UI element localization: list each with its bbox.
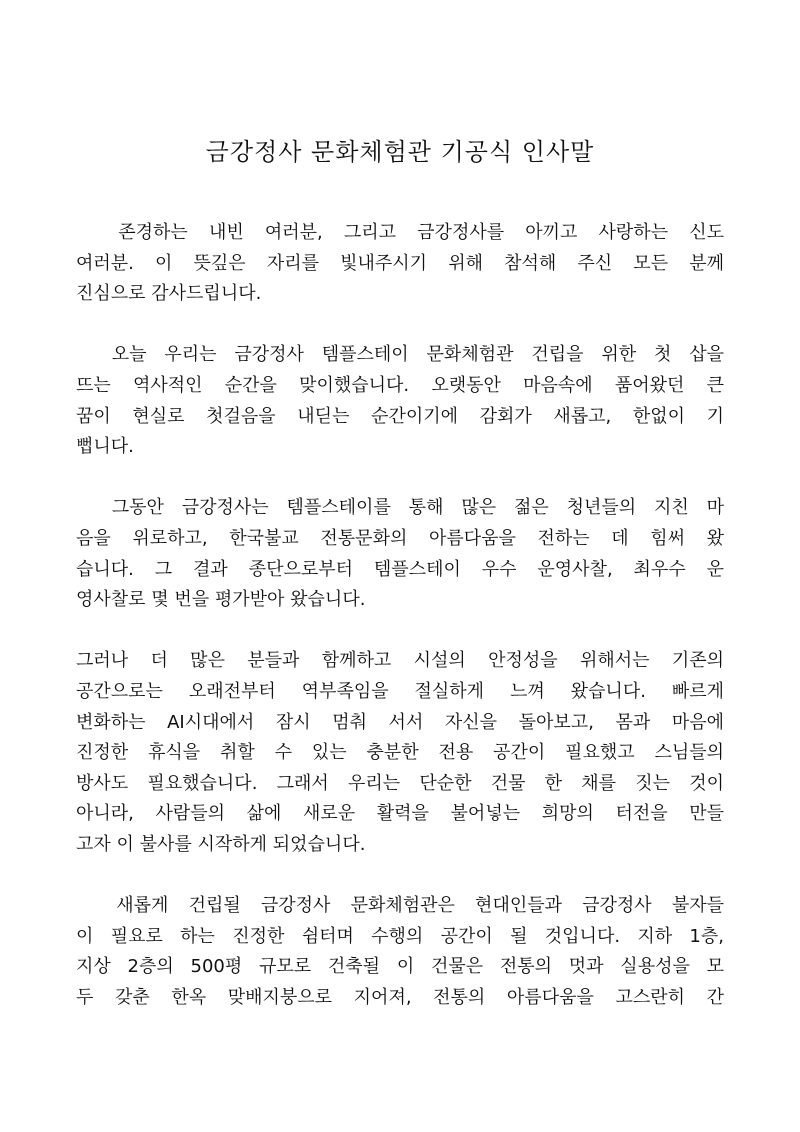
text-line: 진정한 휴식을 취할 수 있는 충분한 전용 공간이 필요했고 스님들의 [76, 742, 724, 764]
text-line: 그러나 더 많은 분들과 함께하고 시설의 안정성을 위해서는 기존의 [76, 650, 724, 672]
paragraph [76, 646, 724, 860]
document-title: 금강정사 문화체험관 기공식 인사말 [205, 138, 595, 166]
text-line: 두 갖춘 한옥 맞배지붕으로 지어져, 전통의 아름다움을 고스란히 간 [76, 986, 724, 1008]
document-body [76, 218, 724, 1044]
text-line: 여러분. 이 뜻깊은 자리를 빛내주시기 위해 참석해 주신 모든 분께 [76, 252, 724, 274]
text-line: 꿈이 현실로 첫걸음을 내딛는 순간이기에 감회가 새롭고, 한없이 기 [76, 405, 724, 427]
text-line: 영사찰로 몇 번을 평가받아 왔습니다. [76, 589, 366, 611]
text-line: 고자 이 불사를 시작하게 되었습니다. [76, 833, 366, 855]
paragraph [76, 340, 724, 462]
paragraph [76, 218, 724, 310]
text-line: 음을 위로하고, 한국불교 전통문화의 아름다움을 전하는 데 힘써 왔 [76, 527, 724, 549]
text-line: 이 필요로 하는 진정한 쉼터며 수행의 공간이 될 것입니다. 지하 1층, [76, 925, 724, 947]
text-line: 뻡니다. [76, 436, 134, 458]
text-line: 뜨는 역사적인 순간을 맞이했습니다. 오랫동안 마음속에 품어왔던 큰 [76, 374, 724, 396]
text-line: 새롭게 건립될 금강정사 문화체험관은 현대인들과 금강정사 불자들 [76, 895, 724, 917]
text-line: 오늘 우리는 금강정사 템플스테이 문화체험관 건립을 위한 첫 삽을 [76, 344, 724, 366]
text-line: 아니라, 사람들의 삶에 새로운 활력을 불어넣는 희망의 터전을 만들 [76, 803, 724, 825]
text-line: 습니다. 그 결과 종단으로부터 템플스테이 우수 운영사찰, 최우수 운 [76, 558, 724, 580]
text-line: 공간으로는 오래전부터 역부족임을 절실하게 느껴 왔습니다. 빠르게 [76, 680, 724, 702]
paragraph [76, 493, 724, 615]
text-line: 존경하는 내빈 여러분, 그리고 금강정사를 아끼고 사랑하는 신도 [76, 222, 724, 243]
text-line: 진심으로 감사드립니다. [76, 283, 262, 305]
text-line: 그동안 금강정사는 템플스테이를 통해 많은 젊은 청년들의 지친 마 [76, 497, 724, 519]
text-line: 변화하는 AI시대에서 잠시 멈춰 서서 자신을 돌아보고, 몸과 마음에 [76, 711, 724, 733]
text-line: 방사도 필요했습니다. 그래서 우리는 단순한 건물 한 채를 짓는 것이 [76, 772, 724, 794]
text-line: 지상 2층의 500평 규모로 건축될 이 건물은 전통의 멋과 실용성을 모 [76, 956, 724, 978]
paragraph [76, 891, 724, 1013]
